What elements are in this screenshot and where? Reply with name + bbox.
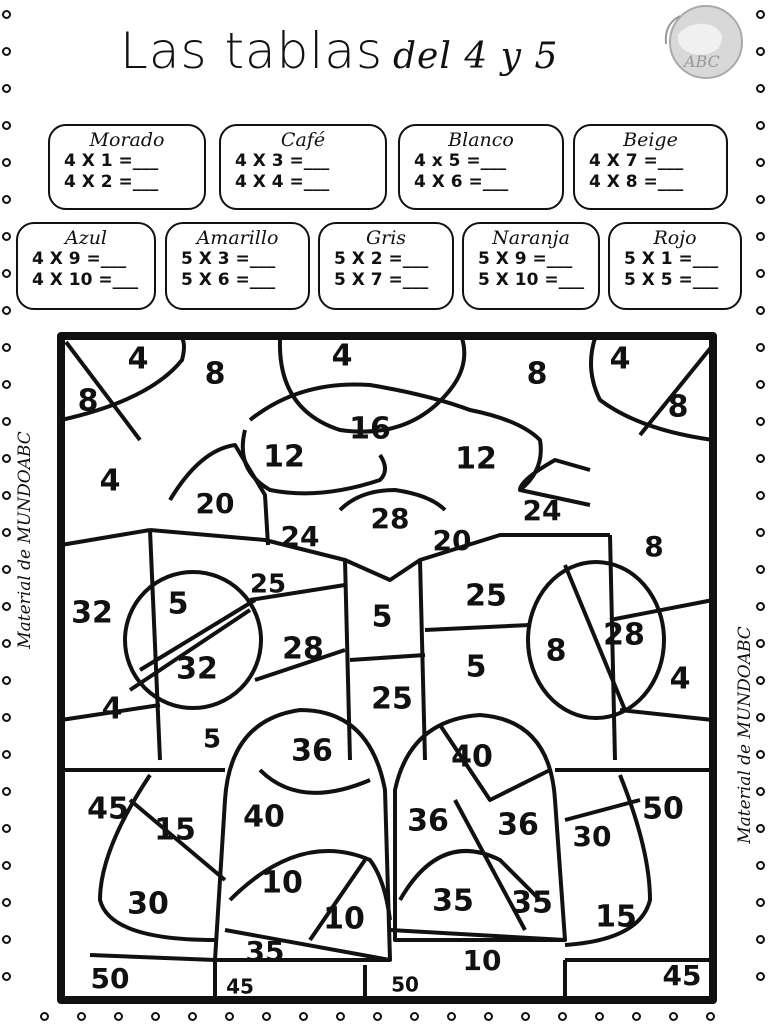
region-number: 32 <box>71 595 113 631</box>
region-number: 40 <box>451 739 493 775</box>
legend-equation: 5 X 1 =___ <box>624 249 719 269</box>
legend-equation: 4 X 4 =___ <box>235 172 330 192</box>
legend-equation: 5 X 3 =___ <box>181 249 276 269</box>
region-number: 35 <box>511 885 553 921</box>
region-number: 4 <box>99 463 121 499</box>
legend-color-name: Amarillo <box>196 227 279 249</box>
region-number: 25 <box>249 569 287 600</box>
logo-text: ABC <box>684 52 720 71</box>
region-number: 4 <box>669 661 691 697</box>
region-number: 4 <box>609 341 631 377</box>
region-number: 16 <box>349 411 391 447</box>
legend-color-name: Café <box>280 129 326 151</box>
region-number: 4 <box>101 691 123 727</box>
legend-color-name: Rojo <box>653 227 697 249</box>
legend-color-name: Azul <box>64 227 108 249</box>
region-number: 10 <box>261 865 303 901</box>
legend-equation: 4 X 3 =___ <box>235 151 330 171</box>
region-number: 50 <box>90 962 130 995</box>
region-number: 28 <box>370 502 410 535</box>
region-number: 50 <box>391 972 419 997</box>
legend-equation: 4 x 5 =___ <box>414 151 507 171</box>
legend-equation: 4 X 2 =___ <box>64 172 159 192</box>
region-number: 24 <box>522 494 562 527</box>
region-number: 36 <box>291 733 333 769</box>
region-number: 30 <box>572 820 612 853</box>
region-number: 8 <box>526 356 548 392</box>
legend-color-name: Beige <box>623 129 678 151</box>
region-number: 12 <box>455 441 497 477</box>
title-sub: del 4 y 5 <box>393 36 559 77</box>
side-credit-left: Material de MUNDOABC <box>15 431 35 649</box>
legend-equation: 5 X 10 =___ <box>478 270 585 290</box>
region-number: 8 <box>204 356 226 392</box>
legend-equation: 5 X 2 =___ <box>334 249 429 269</box>
region-number: 5 <box>167 586 189 622</box>
legend-equation: 5 X 7 =___ <box>334 270 429 290</box>
region-number: 5 <box>202 724 222 755</box>
legend-equation: 5 X 9 =___ <box>478 249 573 269</box>
region-number: 4 <box>127 341 149 377</box>
legend-equation: 4 X 9 =___ <box>32 249 127 269</box>
region-number: 15 <box>154 812 196 848</box>
region-number: 30 <box>127 886 169 922</box>
region-number: 36 <box>497 807 539 843</box>
region-number: 20 <box>195 487 235 520</box>
region-number: 32 <box>176 651 218 687</box>
region-number: 24 <box>280 520 320 553</box>
region-number: 45 <box>87 791 129 827</box>
legend-equation: 5 X 6 =___ <box>181 270 276 290</box>
legend-color-name: Blanco <box>448 129 514 151</box>
legend-equation: 4 X 7 =___ <box>589 151 684 171</box>
region-number: 35 <box>245 935 285 968</box>
legend-equation: 4 X 8 =___ <box>589 172 684 192</box>
region-number: 50 <box>642 791 684 827</box>
region-number: 45 <box>662 959 702 992</box>
region-number: 36 <box>407 803 449 839</box>
region-number: 8 <box>545 633 567 669</box>
region-number: 10 <box>462 944 502 977</box>
region-number: 5 <box>371 599 393 635</box>
region-number: 12 <box>263 439 305 475</box>
region-number: 4 <box>331 338 353 374</box>
region-number: 15 <box>595 899 637 935</box>
region-number: 25 <box>465 578 507 614</box>
region-number: 25 <box>371 681 413 717</box>
side-credit-right: Material de MUNDOABC <box>735 626 755 844</box>
region-number: 28 <box>603 617 645 653</box>
legend-equation: 5 X 5 =___ <box>624 270 719 290</box>
region-number: 20 <box>432 524 472 557</box>
region-number: 5 <box>465 649 487 685</box>
legend-color-name: Gris <box>365 227 407 249</box>
region-number: 10 <box>323 901 365 937</box>
region-number: 8 <box>644 530 664 563</box>
legend-equation: 4 X 6 =___ <box>414 172 509 192</box>
legend-equation: 4 X 1 =___ <box>64 151 159 171</box>
legend-equation: 4 X 10 =___ <box>32 270 139 290</box>
legend-color-name: Naranja <box>492 227 570 249</box>
region-number: 8 <box>667 389 689 425</box>
region-number: 8 <box>77 383 99 419</box>
title-main: Las tablas <box>120 22 384 80</box>
region-number: 35 <box>432 883 474 919</box>
region-number: 45 <box>226 974 254 999</box>
legend-color-name: Morado <box>89 129 165 151</box>
region-number: 28 <box>282 631 324 667</box>
region-number: 40 <box>243 799 285 835</box>
